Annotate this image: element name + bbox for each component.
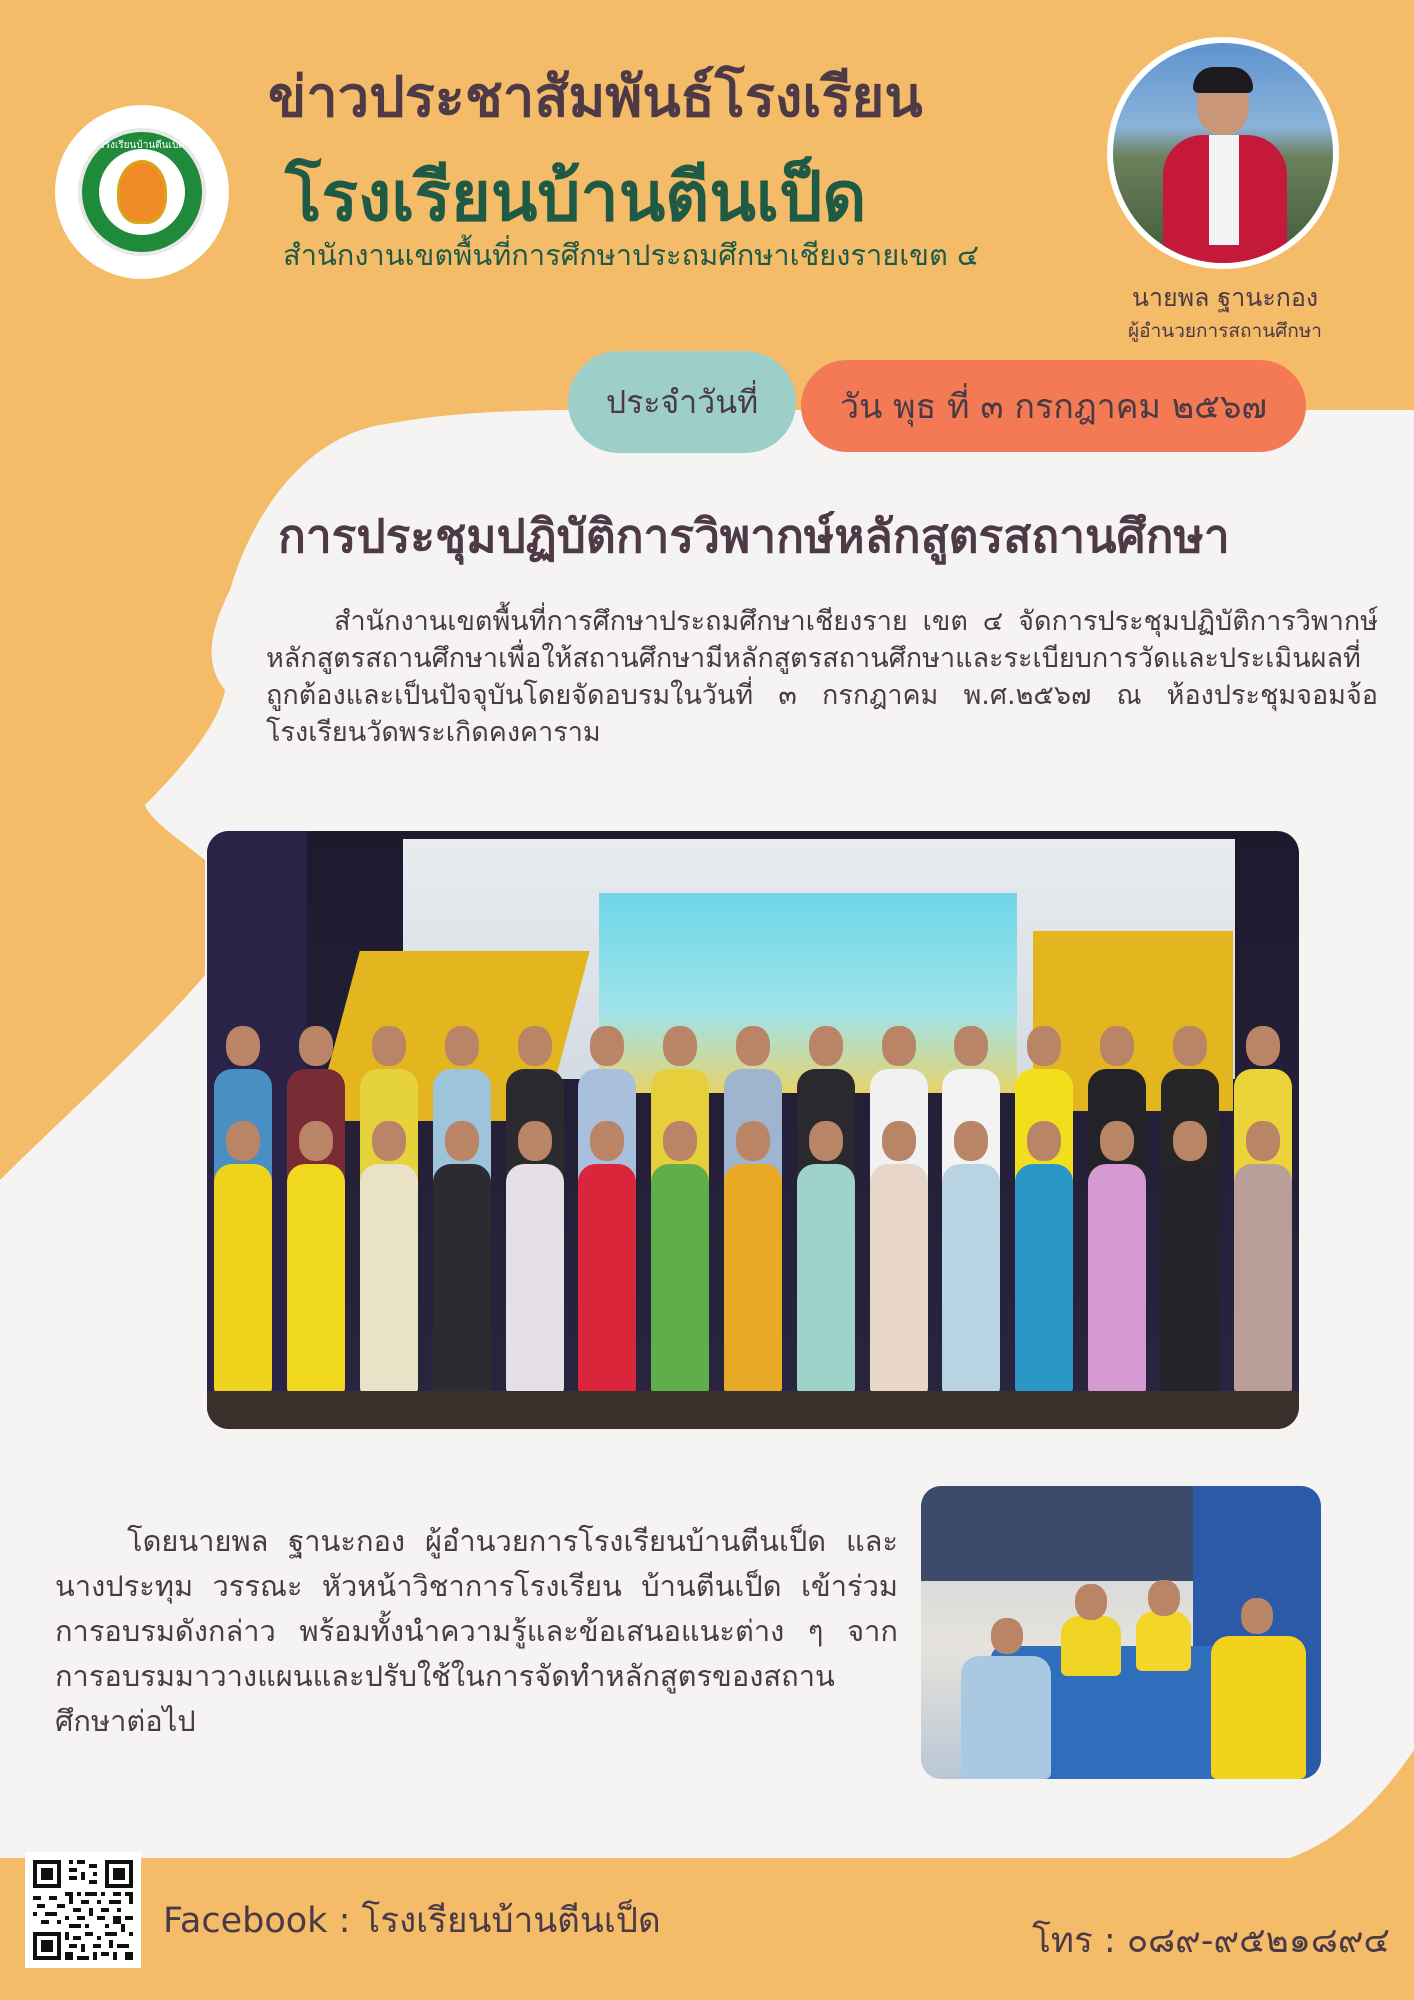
photo-person bbox=[1234, 1121, 1292, 1394]
logo-inner bbox=[99, 149, 185, 235]
photo-person bbox=[360, 1121, 418, 1394]
school-name: โรงเรียนบ้านตีนเป็ด bbox=[285, 158, 867, 237]
photo-person bbox=[433, 1121, 491, 1394]
article-paragraph-1: สำนักงานเขตพื้นที่การศึกษาประถมศึกษาเชียงราย เขต ๔ จัดการประชุมปฏิบัติการวิพากษ์หลักสูตรสถานศึกษาเพื่อให้สถานศึกษามีหลักสูตรสถานศึกษาและระเบียบการวัดและประเมินผลที่ถูกต้องและเป็นปัจจุบันโดยจัดอบรมในวันที่ ๓ กรกฎาคม พ.ศ.๒๕๖๗ ณ ห้องประชุมจอมจ้อ โรงเรียนวัดพระเกิดคงคาราม bbox=[266, 606, 1378, 748]
photo-front-row bbox=[207, 1121, 1299, 1421]
school-logo bbox=[55, 105, 229, 279]
portrait-hair bbox=[1193, 67, 1253, 93]
phone-number: โทร : ๐๘๙-๙๕๒๑๘๙๔ bbox=[1032, 1921, 1390, 1961]
meeting-photo bbox=[921, 1486, 1321, 1779]
meeting-photo-face bbox=[1241, 1598, 1273, 1634]
meeting-photo-person bbox=[1211, 1636, 1306, 1779]
director-position: ผู้อำนวยการสถานศึกษา bbox=[1128, 320, 1322, 342]
article-headline: การประชุมปฏิบัติการวิพากษ์หลักสูตรสถานศึกษา bbox=[278, 509, 1230, 563]
qr-code-icon bbox=[33, 1860, 133, 1960]
logo-ring bbox=[78, 128, 206, 256]
meeting-photo-wall bbox=[921, 1486, 1193, 1581]
photo-person bbox=[214, 1121, 272, 1394]
facebook-link[interactable]: Facebook : โรงเรียนบ้านตีนเป็ด bbox=[163, 1901, 661, 1941]
emblem-icon bbox=[117, 160, 167, 224]
page-title: ข่าวประชาสัมพันธ์โรงเรียน bbox=[268, 65, 923, 130]
director-name: นายพล ฐานะกอง bbox=[1131, 283, 1319, 312]
director-photo bbox=[1107, 37, 1339, 269]
article-paragraph-2: โดยนายพล ฐานะกอง ผู้อำนวยการโรงเรียนบ้านตีนเป็ด และนางประทุม วรรณะ หัวหน้าวิชาการโรงเรียน บ้านตีนเป็ด เข้าร่วมการอบรมดังกล่าว พร้อมทั้งนำความรู้และข้อเสนอแนะต่าง ๆ จากการอบรมมาวางแผนและปรับใช้ในการจัดทำหลักสูตรของสถานศึกษาต่อไป bbox=[55, 1524, 898, 1738]
photo-person bbox=[1161, 1121, 1219, 1394]
photo-floor bbox=[207, 1391, 1299, 1429]
portrait-shirt bbox=[1209, 135, 1239, 245]
date-label-pill: ประจำวันที่ bbox=[568, 351, 796, 453]
meeting-photo-person bbox=[1061, 1616, 1121, 1676]
meeting-photo-person bbox=[961, 1656, 1051, 1779]
photo-person bbox=[506, 1121, 564, 1394]
photo-person bbox=[942, 1121, 1000, 1394]
meeting-photo-person bbox=[1136, 1611, 1191, 1671]
group-photo bbox=[207, 831, 1299, 1429]
logo-text: โรงเรียนบ้านตีนเป็ด bbox=[99, 140, 185, 151]
qr-code[interactable] bbox=[25, 1852, 141, 1968]
photo-person bbox=[870, 1121, 928, 1394]
photo-person bbox=[578, 1121, 636, 1394]
meeting-photo-face bbox=[1075, 1584, 1107, 1620]
photo-person bbox=[1088, 1121, 1146, 1394]
photo-person bbox=[724, 1121, 782, 1394]
education-office: สำนักงานเขตพื้นที่การศึกษาประถมศึกษาเชียงรายเขต ๔ bbox=[283, 238, 979, 272]
photo-person bbox=[287, 1121, 345, 1394]
date-value-pill: วัน พุธ ที่ ๓ กรกฎาคม ๒๕๖๗ bbox=[801, 360, 1306, 452]
photo-person bbox=[651, 1121, 709, 1394]
photo-person bbox=[1015, 1121, 1073, 1394]
photo-person bbox=[797, 1121, 855, 1394]
meeting-photo-face bbox=[1148, 1580, 1180, 1616]
meeting-photo-face bbox=[991, 1618, 1023, 1654]
